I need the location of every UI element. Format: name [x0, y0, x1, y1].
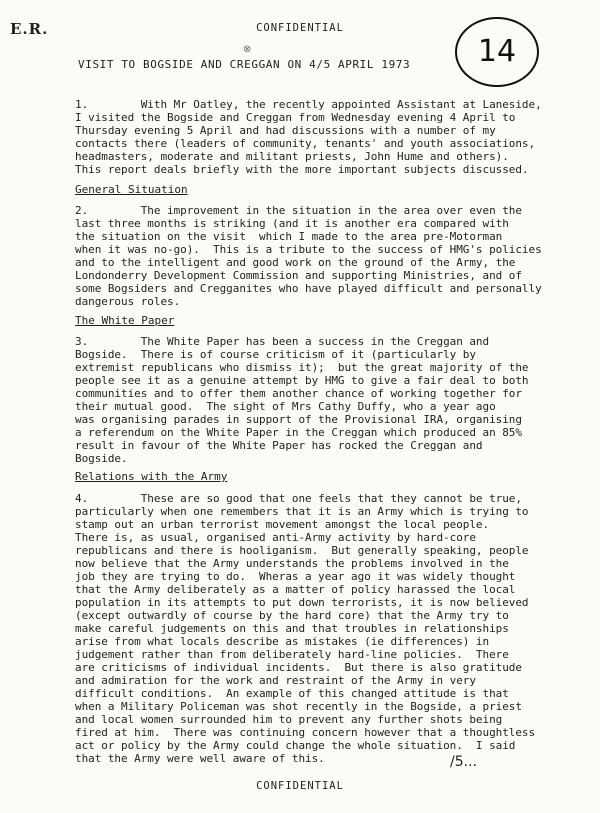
paragraph-1 [75, 98, 575, 176]
paragraph-line: republicans and there is hooliganism. But generally speaking, people [75, 544, 529, 557]
classification-footer: CONFIDENTIAL [256, 780, 344, 792]
er-marker: E.R. [10, 20, 49, 38]
paragraph-line: Thursday evening 5 April and had discussions with a number of my [75, 124, 496, 137]
continuation-mark: /5... [450, 754, 477, 770]
paragraph-line: when it was no-go). This is a tribute to the success of HMG's policies [75, 243, 542, 256]
paragraph-line: dangerous roles. [75, 295, 181, 308]
paragraph-line: This report deals briefly with the more important subjects discussed. [75, 163, 529, 176]
paragraph-line: when a Military Policeman was shot recently in the Bogside, a priest [75, 700, 522, 713]
paragraph-line: (except outwardly of course by the hard core) that the Army try to [75, 609, 509, 622]
paragraph-line: result in favour of the White Paper has rocked the Creggan and [75, 439, 483, 452]
paragraph-line: particularly when one remembers that it is an Army which is trying to [75, 505, 529, 518]
paragraph-line: Bogside. There is of course criticism of it (particularly by [75, 348, 476, 361]
paragraph-line: some Bogsiders and Cregganites who have played difficult and personally [75, 282, 542, 295]
paragraph-line: communities and to offer them another chance of working together for [75, 387, 522, 400]
paragraph-line: a referendum on the White Paper in the Creggan which produced an 85% [75, 426, 522, 439]
document-title: VISIT TO BOGSIDE AND CREGGAN ON 4/5 APRIL 1973 [78, 58, 411, 71]
paragraph-line: that the Army were well aware of this. [75, 752, 325, 765]
paragraph-line: contacts there (leaders of community, tenants' and youth associations, [75, 137, 536, 150]
paragraph-line: and admiration for the work and restraint of the Army in very [75, 674, 476, 687]
paragraph-4 [75, 492, 575, 765]
paragraph-line: last three months is striking (and it is another era compared with [75, 217, 509, 230]
paragraph-line: judgement rather than from deliberately hard-line policies. There [75, 648, 509, 661]
paragraph-line: I visited the Bogside and Creggan from Wednesday evening 4 April to [75, 111, 516, 124]
paragraph-line: people see it as a genuine attempt by HMG to give a fair deal to both [75, 374, 529, 387]
section-heading-general-situation: General Situation [75, 183, 188, 196]
paragraph-2 [75, 204, 575, 308]
paragraph-line: and to the intelligent and good work on the ground of the Army, the [75, 256, 516, 269]
paragraph-line: and local women surrounded him to prevent any further shots being [75, 713, 503, 726]
paragraph-line: their mutual good. The sight of Mrs Cathy Duffy, who a year ago [75, 400, 496, 413]
paragraph-line: extremist republicans who dismiss it); but the great majority of the [75, 361, 529, 374]
paragraph-line: Londonderry Development Commission and supporting Ministries, and of [75, 269, 522, 282]
punch-hole-mark: ⊗ [243, 44, 252, 55]
paragraph-line: are criticisms of individual incidents. But there is also gratitude [75, 661, 522, 674]
handwritten-page-number: 14 [455, 17, 539, 87]
classification-header: CONFIDENTIAL [256, 22, 344, 34]
paragraph-line: Bogside. [75, 452, 128, 465]
paragraph-line: There is, as usual, organised anti-Army activity by hard-core [75, 531, 476, 544]
paragraph-line: arise from what locals describe as mistakes (ie differences) in [75, 635, 490, 648]
paragraph-line: 3. The White Paper has been a success in the Creggan and [75, 335, 490, 348]
paragraph-line: fired at him. There was continuing concern however that a thoughtless [75, 726, 536, 739]
section-heading-relations-with-army: Relations with the Army [75, 470, 228, 483]
section-heading-white-paper: The White Paper [75, 314, 175, 327]
paragraph-line: that the Army deliberately as a matter of policy harassed the local [75, 583, 516, 596]
paragraph-line: job they are trying to do. Wheras a year ago it was widely thought [75, 570, 516, 583]
paragraph-line: difficult conditions. An example of this changed attitude is that [75, 687, 509, 700]
paragraph-line: now believe that the Army understands the problems involved in the [75, 557, 509, 570]
paragraph-line: make careful judgements on this and that troubles in relationships [75, 622, 509, 635]
paragraph-line: was organising parades in support of the Provisional IRA, organising [75, 413, 522, 426]
paragraph-line: stamp out an urban terrorist movement amongst the local people. [75, 518, 490, 531]
paragraph-3 [75, 335, 575, 465]
paragraph-line: headmasters, moderate and militant priests, John Hume and others). [75, 150, 509, 163]
paragraph-line: 2. The improvement in the situation in the area over even the [75, 204, 522, 217]
paragraph-line: the situation on the visit which I made to the area pre-Motorman [75, 230, 503, 243]
paragraph-line: 1. With Mr Oatley, the recently appointed Assistant at Laneside, [75, 98, 542, 111]
paragraph-line: 4. These are so good that one feels that they cannot be true, [75, 492, 522, 505]
paragraph-line: act or policy by the Army could change the whole situation. I said [75, 739, 516, 752]
paragraph-line: population in its attempts to put down terrorists, it is now believed [75, 596, 529, 609]
